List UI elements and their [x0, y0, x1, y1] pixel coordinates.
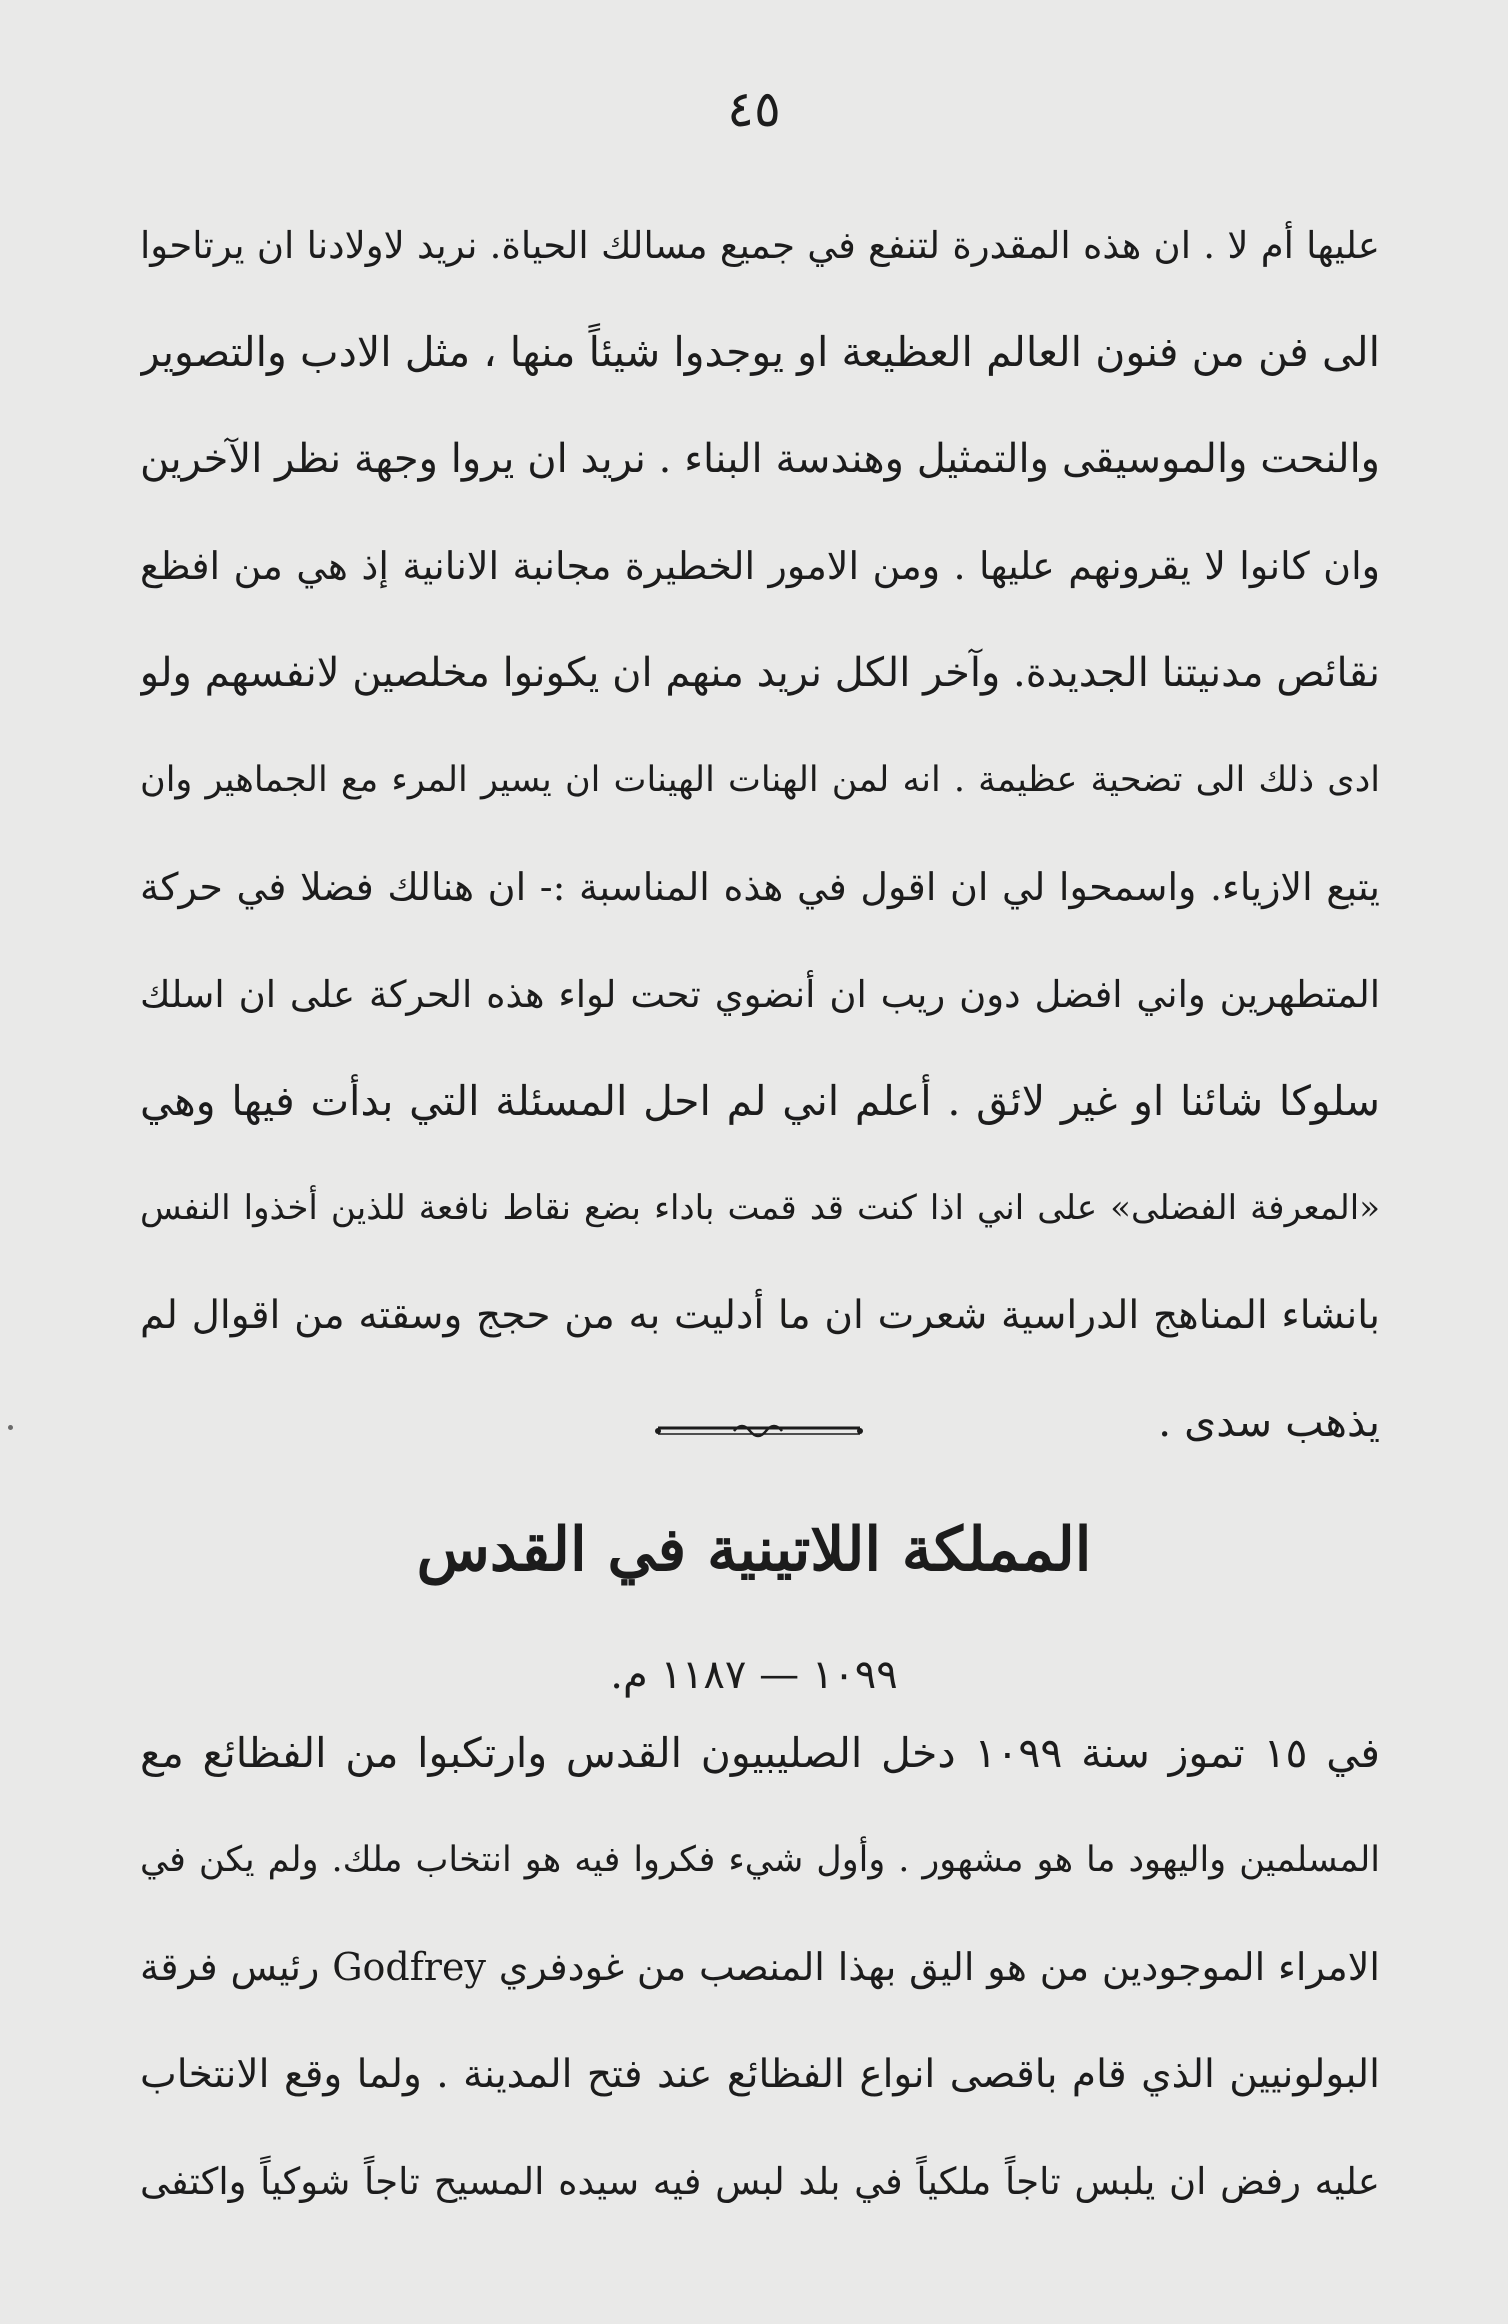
- paragraph-1: [140, 192, 1380, 1476]
- paragraph-line: «المعرفة الفضلى» على اني اذا كنت قد قمت باداء بضع نقاط نافعة للذين أخذوا النفس: [140, 1188, 1380, 1228]
- paragraph-line: نقائص مدنيتنا الجديدة. وآخر الكل نريد منهم ان يكونوا مخلصين لانفسهم ولو: [140, 650, 1380, 696]
- paragraph-2: [140, 1700, 1380, 2235]
- page-number: ٤٥: [727, 80, 781, 138]
- paragraph-line: والنحت والموسيقى والتمثيل وهندسة البناء . نريد ان يروا وجهة نظر الآخرين: [140, 436, 1380, 482]
- ornamental-divider: [654, 1418, 864, 1444]
- paragraph-line: المسلمين واليهود ما هو مشهور . وأول شيء فكروا فيه هو انتخاب ملك. ولم يكن في: [140, 1840, 1380, 1880]
- paragraph-line: الامراء الموجودين من هو اليق بهذا المنصب من غودفري Godfrey رئيس فرقة: [140, 1945, 1380, 1989]
- paragraph-line: عليها أم لا . ان هذه المقدرة لتنفع في جميع مسالك الحياة. نريد لاولادنا ان يرتاحوا: [140, 224, 1380, 267]
- paragraph-line: وان كانوا لا يقرونهم عليها . ومن الامور الخطيرة مجانبة الانانية إذ هي من افظع: [140, 544, 1380, 588]
- paragraph-line: سلوكا شائنا او غير لائق . أعلم اني لم احل المسئلة التي بدأت فيها وهي: [140, 1077, 1380, 1125]
- paragraph-line: عليه رفض ان يلبس تاجاً ملكياً في بلد لبس فيه سيده المسيح تاجاً شوكياً واكتفى: [140, 2160, 1380, 2203]
- section-dates: ١٠٩٩ — ١١٨٧ م.: [610, 1652, 898, 1698]
- paragraph-line: البولونيين الذي قام باقصى انواع الفظائع عند فتح المدينة . ولما وقع الانتخاب: [140, 2052, 1380, 2097]
- paragraph-line: ادى ذلك الى تضحية عظيمة . انه لمن الهنات الهينات ان يسير المرء مع الجماهير وان: [140, 760, 1380, 800]
- paragraph-line: الى فن من فنون العالم العظيعة او يوجدوا شيئاً منها ، مثل الادب والتصوير: [140, 328, 1380, 376]
- margin-speck: [8, 1425, 13, 1430]
- section-title: المملكة اللاتينية في القدس: [416, 1515, 1092, 1585]
- paragraph-line: يذهب سدى .: [1158, 1398, 1380, 1446]
- paragraph-line: في ١٥ تموز سنة ١٠٩٩ دخل الصليبيون القدس وارتكبوا من الفظائع مع: [140, 1729, 1380, 1777]
- paragraph-line: المتطهرين واني افضل دون ريب ان أنضوي تحت لواء هذه الحركة على ان اسلك: [140, 973, 1380, 1016]
- paragraph-line: يتبع الازياء. واسمحوا لي ان اقول في هذه المناسبة :- ان هنالك فضلا في حركة: [140, 865, 1380, 909]
- paragraph-line: بانشاء المناهج الدراسية شعرت ان ما أدليت به من حجج وسقته من اقوال لم: [140, 1293, 1380, 1338]
